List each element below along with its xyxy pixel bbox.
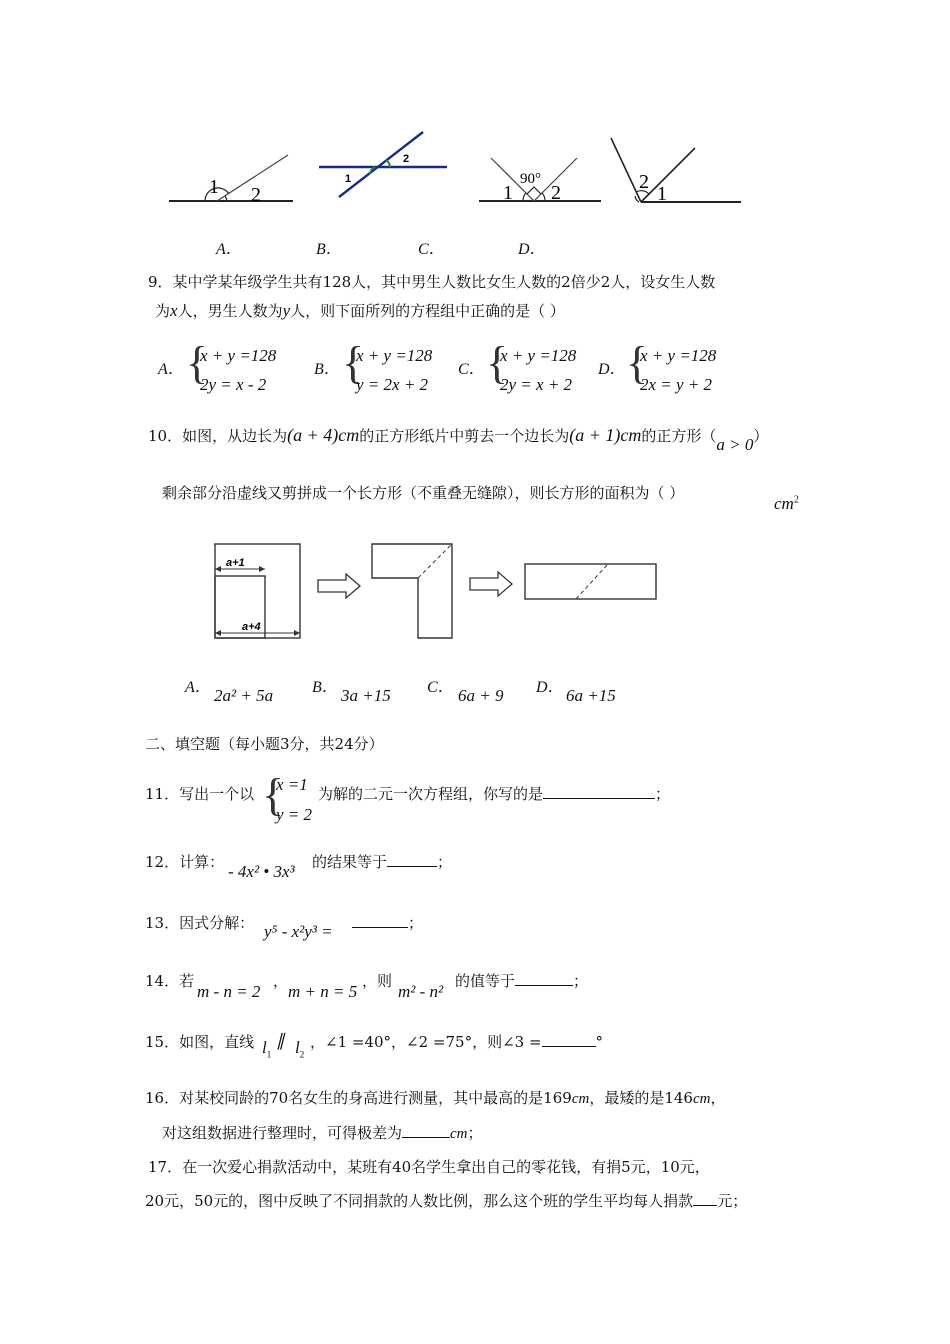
q16-line1: 16．对某校同龄的70名女生的身高进行测量，其中最高的是169cm，最矮的是146cm，	[145, 1089, 726, 1107]
q9-line1: 9．某中学某年级学生共有128人，其中男生人数比女生人数的2倍少2人，设女生人数	[148, 273, 716, 291]
q8-option-c[interactable]: C．	[418, 241, 445, 258]
q14-sep2: ，则	[362, 972, 393, 990]
q12-pre: 12．计算：	[145, 853, 225, 871]
q8-option-b[interactable]: B．	[316, 241, 342, 258]
angle-figure-a	[165, 148, 305, 218]
q15-l1: $l_1$	[262, 1038, 272, 1060]
angle-figure-d	[605, 134, 745, 209]
q16-line2: 对这组数据进行整理时，可得极差为 cm；	[162, 1124, 483, 1142]
q16-answer-blank[interactable]	[402, 1123, 450, 1138]
q10-option-d[interactable]: 6a +15	[566, 686, 616, 705]
q10-figure	[212, 538, 672, 648]
q13-post: ；	[352, 912, 423, 933]
q11-answer-blank[interactable]	[543, 784, 655, 799]
q11-eq2: y = 2	[276, 805, 313, 824]
section-heading: 二、填空题（每小题3分，共24分）	[145, 735, 384, 753]
fig-a-label-1: 1	[209, 176, 219, 198]
q17-answer-blank[interactable]	[693, 1191, 717, 1206]
q8-option-a[interactable]: A．	[216, 241, 242, 258]
q10-option-d-label[interactable]: D．	[536, 679, 564, 696]
q10-line1: 10．如图，从边长为(a + 4)cm的正方形纸片中剪去一个边长为(a + 1)cm的正方形（a > 0）	[148, 425, 769, 454]
q11-pre: 11．写出一个以	[145, 785, 255, 803]
q9-line2: 为x人，男生人数为y人，则下面所列的方程组中正确的是（ ）	[155, 301, 565, 320]
q14-post: 的值等于 ；	[455, 972, 589, 990]
q14-answer-blank[interactable]	[515, 971, 573, 986]
angle-figure-c	[475, 148, 615, 218]
q10-option-c[interactable]: 6a + 9	[458, 686, 504, 705]
q10-fig-label-bottom: a+4	[242, 621, 261, 633]
q13-expr: y⁵ - x²y³ =	[264, 922, 333, 941]
fig-c-label-2: 2	[551, 182, 561, 204]
q10-option-c-label[interactable]: C．	[427, 679, 454, 696]
q15-answer-blank[interactable]	[542, 1032, 596, 1047]
q15-post: ，∠1 =40°，∠2 =75°，则∠3 = °	[310, 1033, 604, 1051]
q11-brace: {	[262, 769, 285, 820]
q10-option-a-label[interactable]: A．	[185, 679, 211, 696]
fig-b-label-2: 2	[403, 153, 410, 165]
q8-option-d[interactable]: D．	[518, 241, 546, 258]
fig-c-label-90: 90°	[520, 171, 541, 187]
q17-line1: 17．在一次爱心捐款活动中，某班有40名学生拿出自己的零花钱，有捐5元，10元，	[148, 1158, 710, 1176]
q10-option-b-label[interactable]: B．	[312, 679, 338, 696]
fig-c-label-1: 1	[503, 182, 513, 204]
q12-expr: - 4x² • 3x³	[228, 862, 295, 881]
q14-e1: m - n = 2	[197, 982, 261, 1001]
q17-line2: 20元，50元的，图中反映了不同捐款的人数比例，那么这个班的学生平均每人捐款 元；	[145, 1192, 748, 1210]
q13-pre: 13．因式分解：	[145, 914, 255, 932]
q14-e2: m + n = 5	[288, 982, 358, 1001]
fig-b-label-1: 1	[345, 173, 352, 185]
angle-figure-b	[315, 128, 455, 198]
q15-pre: 15．如图，直线	[145, 1033, 255, 1051]
q12-post: 的结果等于 ；	[312, 853, 453, 871]
q10-option-a[interactable]: 2a² + 5a	[214, 686, 274, 705]
fig-d-label-1: 1	[657, 183, 667, 205]
q11-eq1: x =1	[276, 775, 308, 794]
q10-line2: 剩余部分沿虚线又剪拼成一个长方形（不重叠无缝隙），则长方形的面积为（ ）	[162, 484, 685, 502]
q13-answer-blank[interactable]	[352, 913, 408, 928]
q14-pre: 14．若	[145, 972, 195, 990]
q12-answer-blank[interactable]	[387, 852, 437, 867]
q10-option-b[interactable]: 3a +15	[341, 686, 391, 705]
q15-l2: $l_2$	[295, 1038, 305, 1060]
q10-unit: $cm^2$	[774, 494, 799, 513]
q11-post: 为解的二元一次方程组，你写的是 ；	[318, 785, 671, 803]
fig-a-label-2: 2	[251, 184, 261, 206]
q14-e3: m² - n²	[398, 982, 444, 1001]
q15-parallel: ∥	[276, 1031, 285, 1050]
fig-d-label-2: 2	[639, 171, 649, 193]
q10-fig-label-top: a+1	[226, 557, 245, 569]
q14-sep1: ，	[273, 972, 289, 990]
